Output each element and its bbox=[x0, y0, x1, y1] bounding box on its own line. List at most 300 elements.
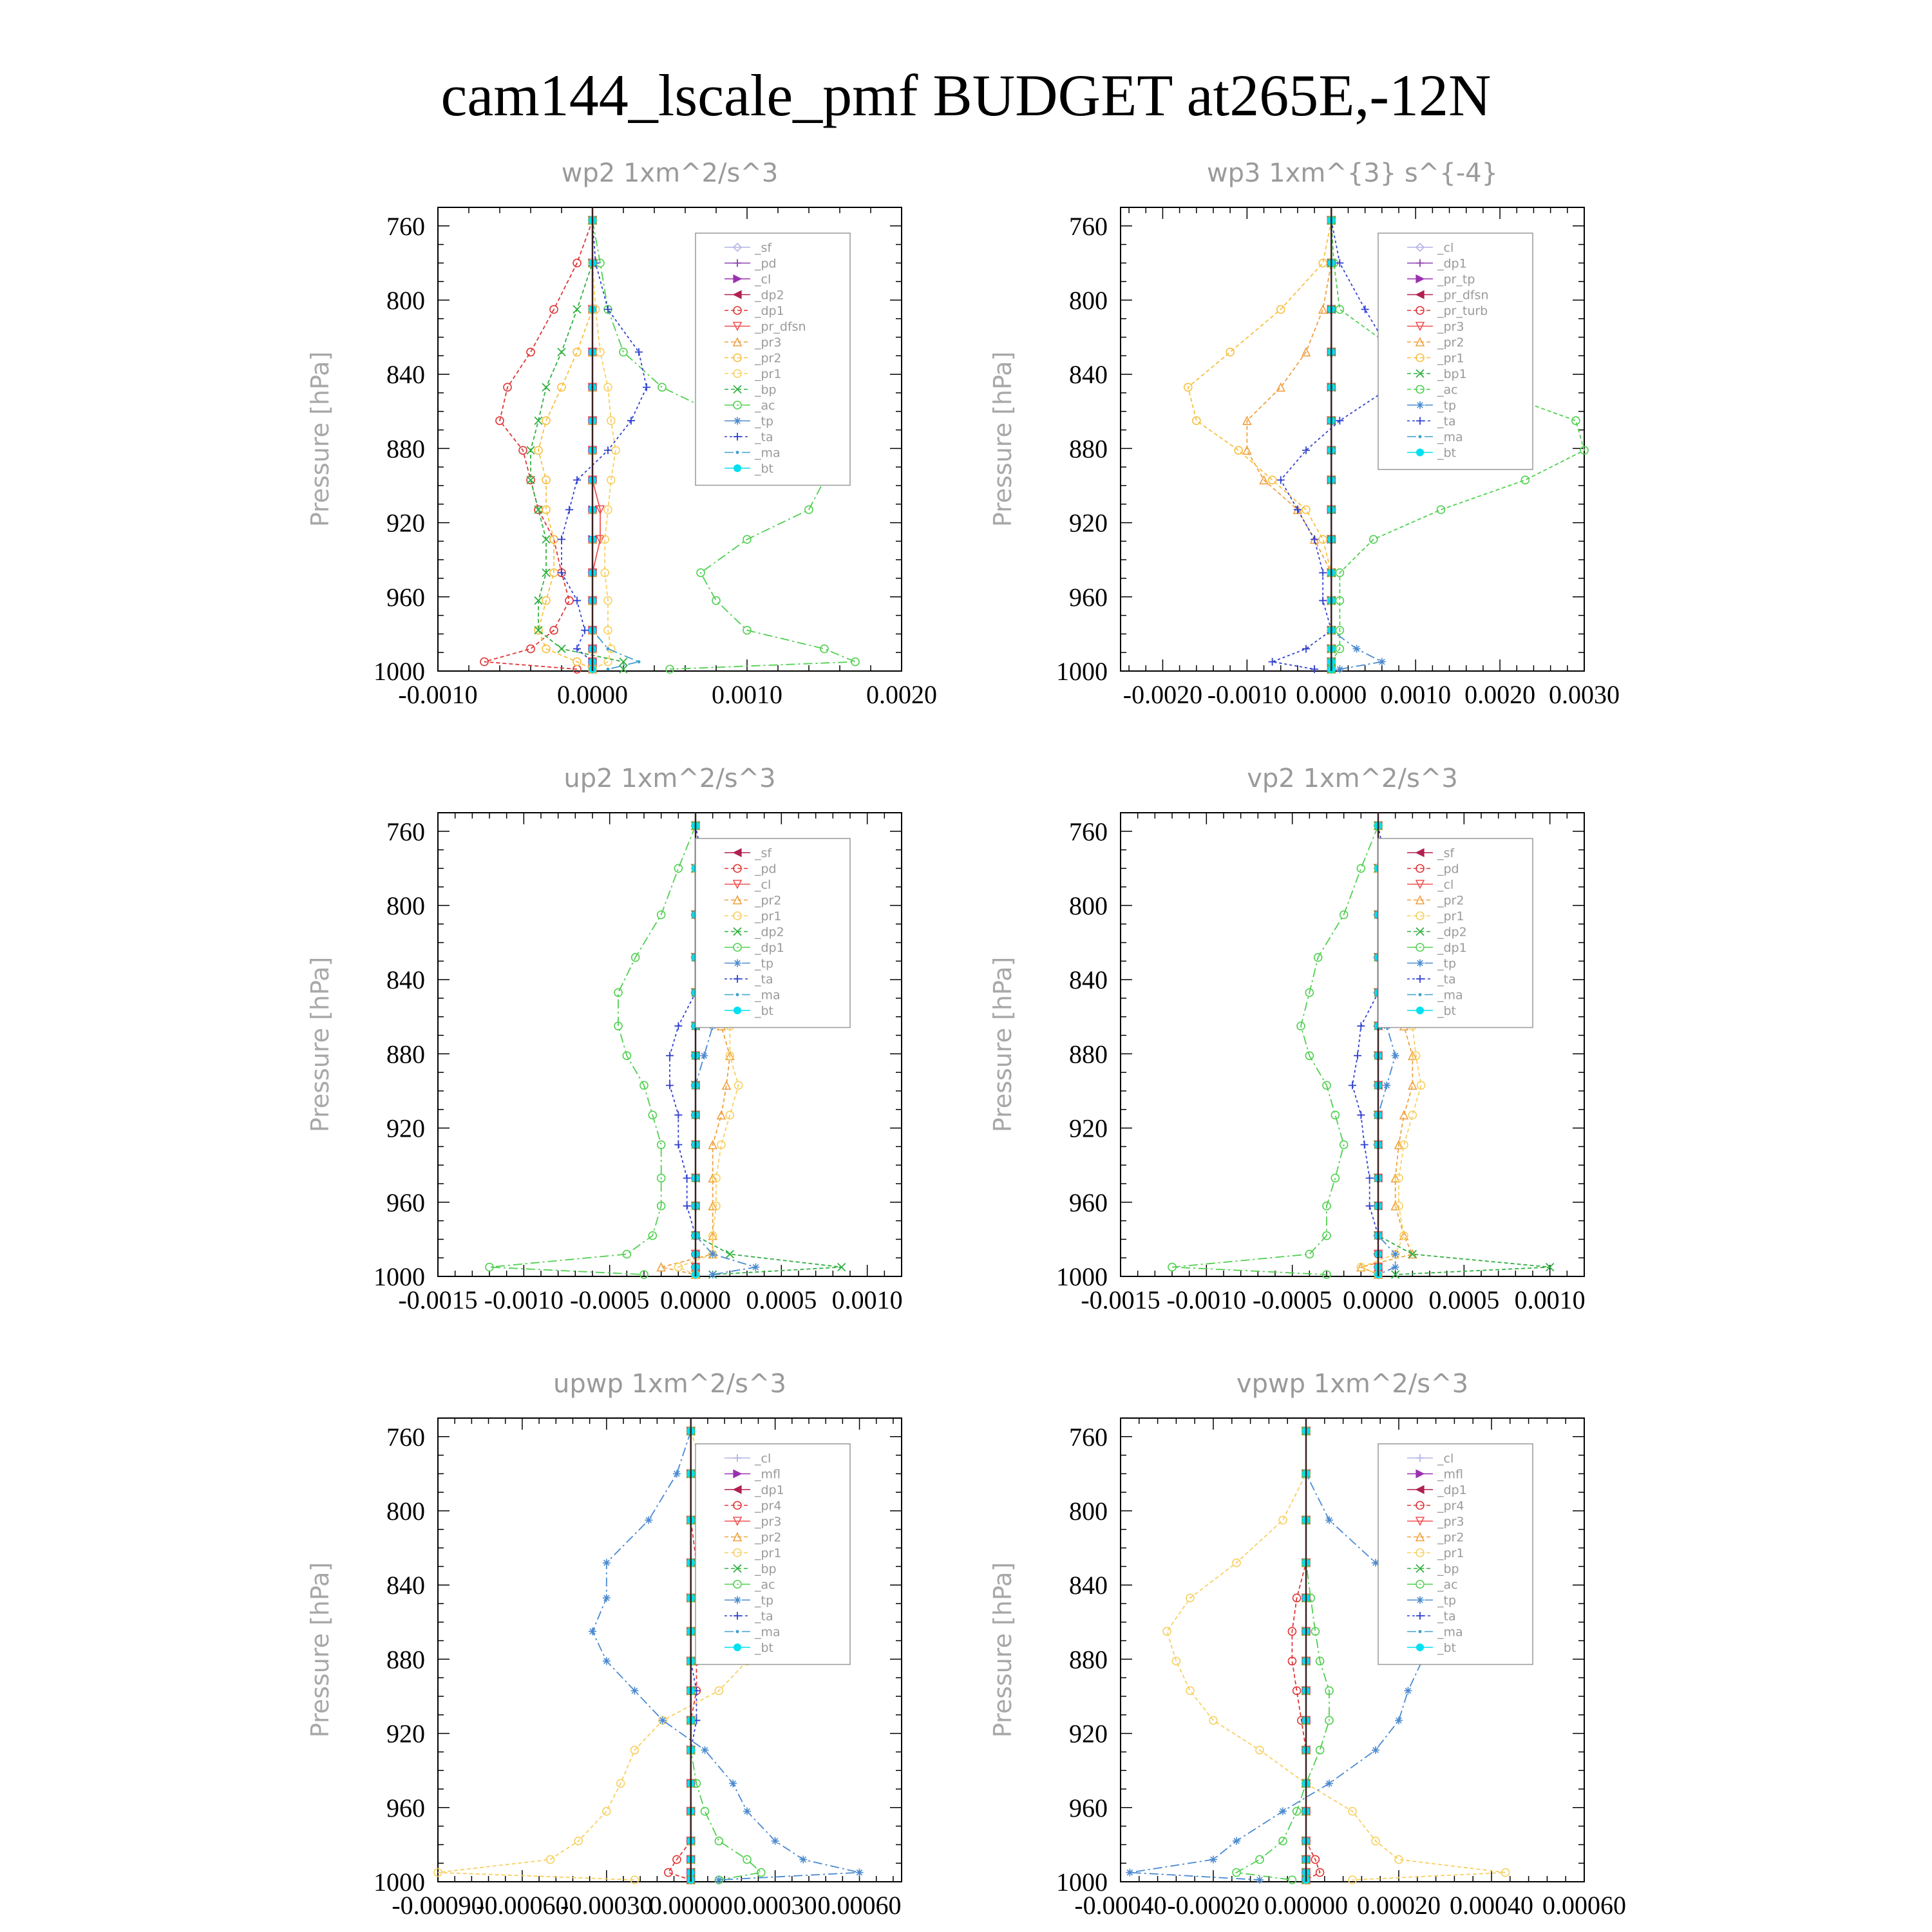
x-tick-label: -0.0010 bbox=[1207, 680, 1287, 709]
y-tick-label: 960 bbox=[1069, 582, 1108, 612]
panel-vpwp bbox=[989, 1369, 1626, 1920]
data-point bbox=[589, 1627, 596, 1635]
data-point bbox=[851, 658, 859, 666]
y-tick-label: 960 bbox=[1069, 1188, 1108, 1217]
legend-entry: _pr2 bbox=[1437, 336, 1464, 350]
data-point bbox=[665, 1869, 672, 1877]
legend-entry: _ac bbox=[755, 1578, 775, 1592]
legend bbox=[1378, 233, 1533, 469]
x-tick-label: 0.00060 bbox=[817, 1891, 902, 1920]
x-tick-label: 0.0000 bbox=[1343, 1285, 1414, 1314]
x-tick-label: 0.0000 bbox=[557, 680, 628, 709]
legend-entry: _ac bbox=[755, 399, 775, 413]
y-tick-label: 960 bbox=[386, 1188, 425, 1217]
y-tick-label: 1000 bbox=[1056, 657, 1108, 686]
data-point bbox=[603, 1559, 611, 1567]
legend-marker bbox=[734, 1007, 741, 1014]
data-point bbox=[712, 597, 720, 605]
x-tick-label: -0.0015 bbox=[398, 1285, 478, 1314]
data-point bbox=[603, 1808, 611, 1815]
legend-entry: _sf bbox=[755, 846, 772, 860]
data-point bbox=[1357, 1022, 1365, 1030]
data-point bbox=[1186, 1687, 1194, 1694]
legend-entry: _sf bbox=[1437, 846, 1455, 860]
data-point bbox=[1395, 1716, 1403, 1724]
y-tick-label: 1000 bbox=[1056, 1262, 1108, 1291]
legend-entry: _ma bbox=[1437, 1625, 1463, 1640]
x-tick-label: 0.0000 bbox=[1296, 680, 1367, 709]
y-tick-label: 880 bbox=[386, 1645, 425, 1674]
series-pr2 bbox=[535, 216, 596, 673]
y-axis-label: Pressure [hPa] bbox=[989, 956, 1017, 1133]
data-point bbox=[1305, 1250, 1313, 1258]
legend-entry: _pr2 bbox=[1437, 893, 1464, 908]
legend-entry: _pd bbox=[755, 862, 777, 876]
panel-title: vp2 1xm^2/s^3 bbox=[1247, 764, 1458, 793]
legend-entry: _ta bbox=[1437, 972, 1456, 987]
y-axis-label: Pressure [hPa] bbox=[989, 351, 1017, 527]
series-ac bbox=[1233, 1427, 1333, 1884]
legend-entry: _tp bbox=[1437, 956, 1457, 971]
data-point bbox=[527, 348, 535, 356]
data-point bbox=[820, 645, 828, 652]
legend-entry: _cl bbox=[1437, 1452, 1454, 1466]
y-tick-label: 920 bbox=[1069, 1113, 1108, 1143]
legend bbox=[696, 1444, 850, 1665]
series-line bbox=[1331, 220, 1382, 669]
x-tick-label: -0.00030 bbox=[560, 1891, 653, 1920]
legend-entry: _pr1 bbox=[755, 1546, 782, 1560]
data-point bbox=[573, 305, 581, 313]
y-tick-label: 960 bbox=[386, 582, 425, 612]
data-point bbox=[1316, 1747, 1324, 1754]
y-tick-label: 760 bbox=[1069, 1422, 1108, 1452]
x-tick-label: 0.00060 bbox=[1542, 1891, 1626, 1920]
series-line bbox=[1172, 826, 1378, 1274]
data-point bbox=[1226, 348, 1234, 356]
legend-entry: _ta bbox=[755, 972, 773, 987]
data-point bbox=[607, 668, 610, 671]
data-point bbox=[1336, 665, 1343, 673]
legend-entry: _ta bbox=[755, 430, 773, 444]
legend-entry: _dp1 bbox=[1437, 256, 1467, 271]
y-tick-label: 920 bbox=[386, 508, 425, 538]
legend-entry: _pr1 bbox=[1437, 1546, 1464, 1560]
data-point bbox=[743, 1808, 751, 1815]
data-point bbox=[542, 536, 550, 544]
x-tick-label: 0.0010 bbox=[831, 1285, 903, 1314]
legend-entry: _pr1 bbox=[755, 909, 782, 923]
y-tick-label: 800 bbox=[1069, 891, 1108, 920]
data-point bbox=[1354, 1052, 1361, 1059]
data-point bbox=[573, 597, 581, 605]
legend-entry: _ta bbox=[1437, 1609, 1456, 1624]
y-tick-label: 920 bbox=[386, 1719, 425, 1748]
data-point bbox=[1209, 1855, 1217, 1863]
x-tick-label: 0.0000 bbox=[660, 1285, 731, 1314]
data-point bbox=[1319, 536, 1327, 544]
y-axis-label: Pressure [hPa] bbox=[306, 956, 334, 1133]
data-point bbox=[752, 1264, 759, 1271]
legend-entry: _tp bbox=[755, 1593, 774, 1608]
legend-marker bbox=[734, 417, 741, 425]
panel-title: upwp 1xm^2/s^3 bbox=[553, 1369, 786, 1399]
data-point bbox=[666, 1081, 674, 1089]
legend-entry: _ac bbox=[1437, 1578, 1458, 1592]
data-point bbox=[1361, 305, 1369, 313]
data-point bbox=[1392, 1052, 1399, 1059]
legend-entry: _pr3 bbox=[755, 336, 782, 350]
x-tick-label: -0.0010 bbox=[398, 680, 478, 709]
legend-entry: _ta bbox=[755, 1609, 773, 1624]
legend-entry: _pr_dfsn bbox=[1437, 288, 1489, 303]
legend-entry: _bp bbox=[1437, 1562, 1459, 1577]
data-point bbox=[772, 1837, 779, 1845]
x-tick-label: 0.0005 bbox=[746, 1285, 817, 1314]
data-point bbox=[558, 383, 565, 391]
data-point bbox=[573, 476, 581, 484]
series-dp1 bbox=[486, 822, 699, 1278]
x-tick-label: 0.0020 bbox=[866, 680, 937, 709]
y-tick-label: 880 bbox=[1069, 434, 1108, 464]
y-tick-label: 1000 bbox=[1056, 1868, 1108, 1897]
legend-marker bbox=[1416, 1643, 1424, 1651]
legend-entry: _cl bbox=[755, 878, 772, 892]
x-tick-label: -0.0015 bbox=[1081, 1285, 1160, 1314]
legend-entry: _pr2 bbox=[1437, 1530, 1464, 1545]
legend-marker bbox=[734, 464, 741, 472]
series-dp1 bbox=[1168, 822, 1382, 1278]
data-point bbox=[630, 1687, 638, 1694]
y-tick-label: 880 bbox=[386, 434, 425, 464]
legend bbox=[1378, 1444, 1533, 1665]
legend-marker bbox=[1419, 435, 1422, 439]
data-point bbox=[1357, 864, 1365, 872]
legend-entry: _dp2 bbox=[755, 925, 784, 940]
data-point bbox=[1269, 476, 1276, 484]
legend-entry: _ac bbox=[1437, 383, 1458, 397]
data-point bbox=[674, 1141, 682, 1149]
y-tick-label: 960 bbox=[386, 1793, 425, 1823]
x-tick-label: 0.0020 bbox=[1464, 680, 1536, 709]
data-point bbox=[674, 1022, 682, 1030]
data-point bbox=[701, 1808, 709, 1815]
legend-entry: _pr2 bbox=[755, 351, 782, 366]
data-point bbox=[1378, 658, 1386, 666]
panel-title: up2 1xm^2/s^3 bbox=[564, 764, 776, 793]
data-point bbox=[635, 348, 643, 356]
data-point bbox=[799, 1855, 807, 1863]
legend-entry: _ma bbox=[755, 1625, 781, 1640]
data-point bbox=[1437, 506, 1444, 513]
legend bbox=[696, 838, 850, 1028]
y-tick-label: 1000 bbox=[374, 1262, 425, 1291]
legend-entry: _pd bbox=[1437, 862, 1459, 876]
legend-entry: _pr_tp bbox=[1437, 272, 1475, 287]
panel-wp2 bbox=[306, 158, 937, 709]
data-point bbox=[1302, 645, 1310, 652]
data-point bbox=[638, 660, 641, 663]
legend-entry: _dp1 bbox=[755, 941, 784, 955]
legend-marker bbox=[1416, 449, 1424, 457]
legend-entry: _pr4 bbox=[1437, 1499, 1464, 1513]
data-point bbox=[666, 1052, 674, 1059]
data-point bbox=[674, 1111, 682, 1119]
legend-entry: _pr2 bbox=[755, 1530, 782, 1545]
x-tick-label: 0.00040 bbox=[1450, 1891, 1533, 1920]
legend-entry: _tp bbox=[755, 414, 774, 429]
legend-entry: _sf bbox=[755, 241, 772, 255]
y-tick-label: 840 bbox=[1069, 360, 1108, 390]
legend-entry: _cl bbox=[1437, 878, 1454, 892]
legend-entry: _ma bbox=[1437, 430, 1463, 444]
data-point bbox=[1233, 1837, 1240, 1845]
legend-marker bbox=[1416, 960, 1424, 967]
data-point bbox=[565, 597, 573, 605]
x-tick-label: 0.00000 bbox=[1264, 1891, 1348, 1920]
x-tick-label: 0.0005 bbox=[1428, 1285, 1500, 1314]
y-tick-label: 840 bbox=[386, 965, 425, 995]
data-point bbox=[1408, 1111, 1416, 1119]
data-point bbox=[1572, 417, 1580, 424]
x-tick-label: -0.0005 bbox=[570, 1285, 650, 1314]
y-tick-label: 800 bbox=[1069, 1497, 1108, 1526]
series-pr1 bbox=[1184, 216, 1336, 673]
data-point bbox=[1311, 665, 1318, 673]
legend-entry: _pr_turb bbox=[1437, 304, 1488, 318]
y-tick-label: 920 bbox=[1069, 1719, 1108, 1748]
x-tick-label: -0.00040 bbox=[1074, 1891, 1167, 1920]
data-point bbox=[715, 1876, 723, 1884]
data-point bbox=[658, 1141, 665, 1149]
data-point bbox=[565, 506, 573, 513]
legend-entry: _bt bbox=[755, 1004, 774, 1018]
data-point bbox=[729, 1779, 737, 1787]
x-tick-label: -0.0010 bbox=[1166, 1285, 1246, 1314]
series-ma bbox=[591, 219, 641, 671]
legend-entry: _bp bbox=[755, 383, 777, 397]
data-point bbox=[1269, 658, 1276, 666]
data-point bbox=[1366, 1202, 1374, 1210]
legend-marker bbox=[1419, 993, 1422, 996]
data-point bbox=[673, 1470, 681, 1477]
legend-marker bbox=[1416, 1007, 1424, 1014]
x-tick-label: 0.0010 bbox=[712, 680, 782, 709]
legend-marker bbox=[1416, 401, 1424, 409]
data-point bbox=[527, 645, 535, 652]
legend-entry: _pr_dfsn bbox=[755, 319, 806, 334]
y-tick-label: 760 bbox=[1069, 817, 1108, 846]
x-tick-label: 0.00000 bbox=[649, 1891, 733, 1920]
data-point bbox=[1319, 569, 1327, 576]
y-tick-label: 920 bbox=[1069, 508, 1108, 538]
data-point bbox=[1311, 536, 1318, 544]
data-point bbox=[1279, 1516, 1287, 1524]
data-point bbox=[1361, 1141, 1368, 1149]
x-tick-label: -0.00090 bbox=[392, 1891, 484, 1920]
data-point bbox=[1172, 1657, 1180, 1665]
data-point bbox=[643, 383, 650, 391]
series-bp bbox=[527, 216, 627, 673]
y-tick-label: 840 bbox=[386, 360, 425, 390]
x-tick-label: 0.00020 bbox=[1357, 1891, 1441, 1920]
page-title: cam144_lscale_pmf BUDGET at265E,-12N bbox=[440, 62, 1492, 128]
legend-entry: _ta bbox=[1437, 414, 1456, 429]
y-tick-label: 880 bbox=[1069, 1645, 1108, 1674]
legend-entry: _pr3 bbox=[755, 1515, 782, 1529]
legend-entry: _dp1 bbox=[755, 1483, 784, 1497]
legend-entry: _pr3 bbox=[1437, 319, 1464, 334]
y-tick-label: 840 bbox=[1069, 965, 1108, 995]
panel-title: vpwp 1xm^2/s^3 bbox=[1236, 1369, 1469, 1399]
legend-entry: _pr3 bbox=[1437, 1515, 1464, 1529]
y-tick-label: 800 bbox=[386, 286, 425, 315]
data-point bbox=[1353, 645, 1361, 652]
data-point bbox=[1325, 1516, 1333, 1524]
legend-entry: _ma bbox=[755, 446, 781, 460]
legend-marker bbox=[736, 451, 739, 454]
data-point bbox=[1372, 1747, 1379, 1754]
data-point bbox=[607, 647, 610, 650]
data-point bbox=[1331, 1111, 1339, 1119]
data-point bbox=[535, 417, 542, 424]
data-point bbox=[856, 1869, 864, 1877]
data-point bbox=[1325, 1779, 1333, 1787]
data-point bbox=[558, 645, 565, 652]
y-tick-label: 880 bbox=[386, 1039, 425, 1069]
y-tick-label: 760 bbox=[386, 1422, 425, 1452]
legend-entry: _ma bbox=[1437, 988, 1463, 1003]
data-point bbox=[1319, 597, 1327, 605]
panel-title: wp3 1xm^{3} s^{-4} bbox=[1206, 158, 1499, 188]
series-line bbox=[1188, 220, 1332, 669]
data-point bbox=[542, 645, 550, 652]
y-tick-label: 840 bbox=[386, 1571, 425, 1600]
legend-entry: _dp1 bbox=[1437, 941, 1467, 955]
legend-marker bbox=[1416, 1596, 1424, 1604]
data-point bbox=[645, 1516, 652, 1524]
y-tick-label: 760 bbox=[1069, 211, 1108, 241]
y-axis-label: Pressure [hPa] bbox=[306, 351, 334, 527]
y-tick-label: 880 bbox=[1069, 1039, 1108, 1069]
legend-marker bbox=[734, 1643, 741, 1651]
data-point bbox=[1366, 1174, 1374, 1182]
data-point bbox=[683, 1174, 691, 1182]
data-point bbox=[603, 1594, 611, 1602]
series-pr2 bbox=[1243, 216, 1335, 673]
series-line bbox=[1247, 220, 1331, 669]
legend-entry: _pr1 bbox=[1437, 351, 1464, 366]
legend-marker bbox=[734, 960, 741, 967]
data-point bbox=[1392, 1250, 1399, 1258]
y-tick-label: 1000 bbox=[374, 1868, 425, 1897]
legend-entry: _pd bbox=[755, 256, 777, 271]
x-tick-label: 0.0010 bbox=[1514, 1285, 1586, 1314]
data-point bbox=[1521, 476, 1529, 484]
data-point bbox=[558, 348, 565, 356]
data-point bbox=[627, 417, 635, 424]
legend-entry: _bt bbox=[755, 1641, 774, 1655]
legend-entry: _tp bbox=[1437, 399, 1457, 413]
series-dp1 bbox=[480, 216, 596, 673]
legend-entry: _cl bbox=[1437, 241, 1454, 255]
y-tick-label: 760 bbox=[386, 817, 425, 846]
legend-entry: _dp1 bbox=[755, 304, 784, 318]
data-point bbox=[659, 1716, 667, 1724]
y-tick-label: 920 bbox=[386, 1113, 425, 1143]
data-point bbox=[1256, 1876, 1264, 1884]
x-tick-label: -0.0005 bbox=[1253, 1285, 1332, 1314]
legend-marker bbox=[736, 993, 739, 996]
data-point bbox=[701, 1747, 709, 1754]
data-point bbox=[1256, 1855, 1264, 1863]
data-point bbox=[558, 536, 565, 544]
legend-entry: _pr1 bbox=[755, 367, 782, 381]
data-point bbox=[1336, 417, 1343, 424]
x-tick-label: 0.0010 bbox=[1380, 680, 1452, 709]
legend-entry: _bt bbox=[1437, 1641, 1457, 1655]
data-point bbox=[573, 348, 581, 356]
legend bbox=[1378, 838, 1533, 1028]
legend-entry: _dp1 bbox=[1437, 1483, 1467, 1497]
y-tick-label: 800 bbox=[386, 891, 425, 920]
panel-vp2 bbox=[989, 764, 1586, 1314]
y-tick-label: 840 bbox=[1069, 1571, 1108, 1600]
legend-entry: _cl bbox=[755, 272, 772, 287]
y-tick-label: 960 bbox=[1069, 1793, 1108, 1823]
y-axis-label: Pressure [hPa] bbox=[989, 1562, 1017, 1738]
data-point bbox=[1235, 446, 1242, 454]
legend bbox=[696, 233, 850, 486]
legend-marker bbox=[734, 1596, 741, 1604]
legend-entry: _tp bbox=[755, 956, 774, 971]
y-tick-label: 800 bbox=[1069, 286, 1108, 315]
legend-entry: _cl bbox=[755, 1452, 772, 1466]
legend-entry: _dp2 bbox=[1437, 925, 1467, 940]
data-point bbox=[1383, 1081, 1390, 1089]
legend-entry: _pr2 bbox=[755, 893, 782, 908]
data-point bbox=[1357, 1111, 1365, 1119]
legend-entry: _pr4 bbox=[755, 1499, 782, 1513]
data-point bbox=[715, 1837, 723, 1845]
data-point bbox=[700, 1052, 708, 1059]
legend-entry: _tp bbox=[1437, 1593, 1457, 1608]
data-point bbox=[1279, 1808, 1287, 1815]
panel-wp3 bbox=[989, 158, 1620, 709]
data-point bbox=[1193, 417, 1200, 424]
legend-entry: _bp1 bbox=[1437, 367, 1467, 381]
legend-entry: _mfl bbox=[755, 1467, 781, 1482]
legend-entry: _bp bbox=[755, 1562, 777, 1577]
y-tick-label: 1000 bbox=[374, 657, 425, 686]
data-point bbox=[709, 1271, 717, 1278]
data-point bbox=[1404, 1687, 1412, 1694]
data-point bbox=[581, 627, 589, 634]
data-point bbox=[674, 864, 682, 872]
x-tick-label: -0.0010 bbox=[484, 1285, 564, 1314]
x-tick-label: -0.0020 bbox=[1122, 680, 1203, 709]
x-tick-label: -0.00060 bbox=[476, 1891, 569, 1920]
y-axis-label: Pressure [hPa] bbox=[306, 1562, 334, 1738]
data-point bbox=[535, 506, 542, 513]
legend-entry: _mfl bbox=[1437, 1467, 1463, 1482]
legend-marker bbox=[736, 1630, 739, 1633]
series-line bbox=[592, 220, 639, 669]
panel-title: wp2 1xm^2/s^3 bbox=[561, 158, 779, 188]
data-point bbox=[603, 1657, 611, 1665]
y-tick-label: 800 bbox=[386, 1497, 425, 1526]
legend-entry: _dp2 bbox=[755, 288, 784, 303]
